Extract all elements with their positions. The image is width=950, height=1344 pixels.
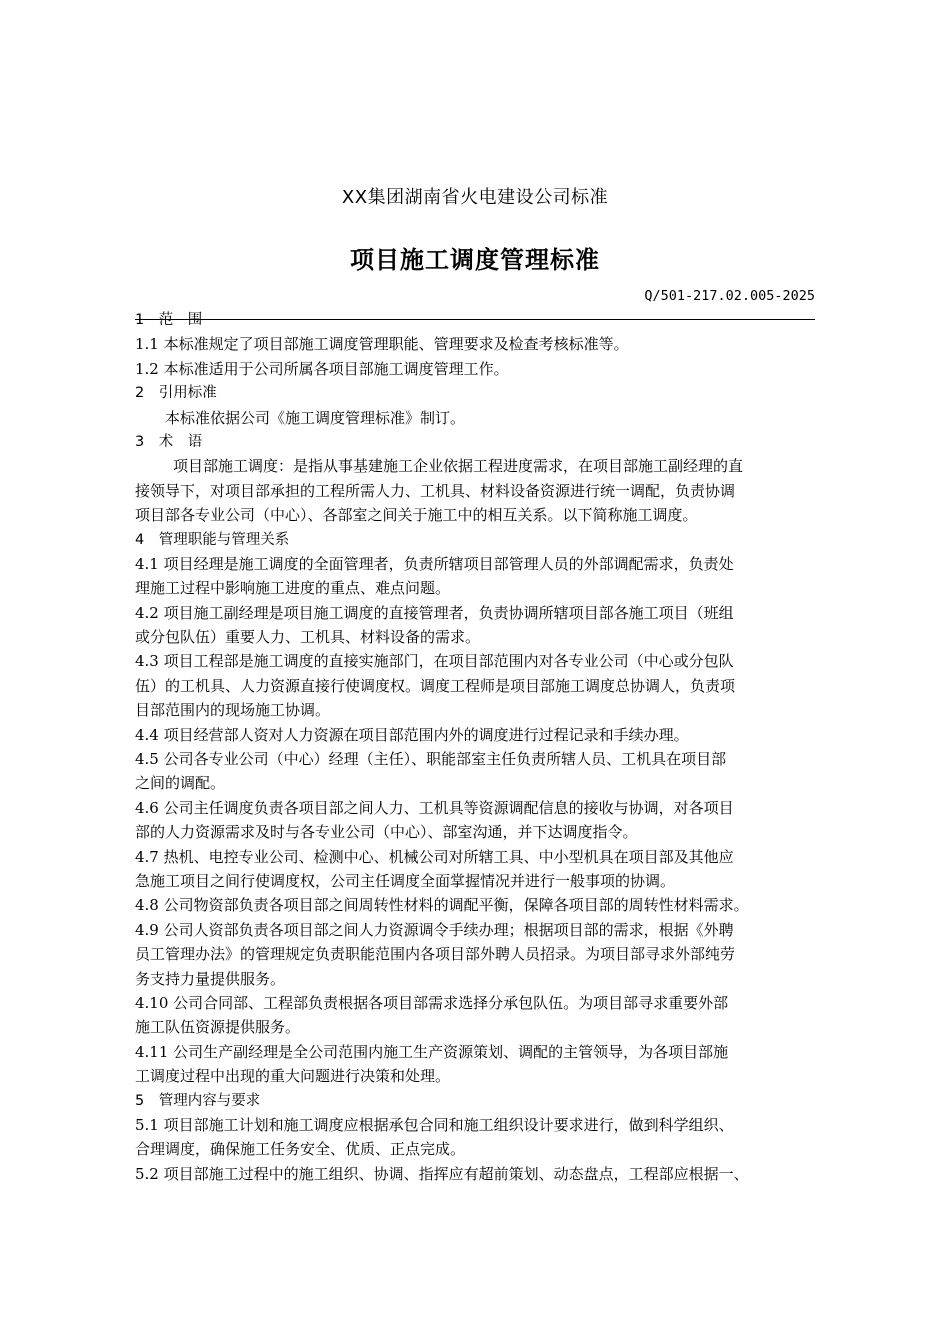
text-line: 工调度过程中出现的重大问题进行决策和处理。 <box>135 1067 451 1086</box>
text-line: 项目部各专业公司（中心）、各部室之间关于施工中的相互关系。以下简称施工调度。 <box>135 506 698 525</box>
text-line: 4.10 公司合同部、工程部负责根据各项目部需求选择分承包队伍。为项目部寻求重要外部 <box>135 993 729 1012</box>
text-line: 4.7 热机、电控专业公司、检测中心、机械公司对所辖工具、中小型机具在项目部及其他应 <box>135 847 734 866</box>
text-line: 4.8 公司物资部负责各项目部之间周转性材料的调配平衡，保障各项目部的周转性材料需求。 <box>135 896 749 915</box>
text-line: 1.1 本标准规定了项目部施工调度管理职能、管理要求及检查考核标准等。 <box>135 335 629 354</box>
text-line: 之间的调配。 <box>135 774 226 793</box>
text-line: 理施工过程中影响施工进度的重点、难点问题。 <box>135 579 451 598</box>
organization-title: XX集团湖南省火电建设公司标准 <box>341 187 609 208</box>
text-line: 4.11 公司生产副经理是全公司范围内施工生产资源策划、调配的主管领导，为各项目部施 <box>135 1042 729 1061</box>
text-line: 2 引用标准 <box>135 385 217 402</box>
text-line: 务支持力量提供服务。 <box>135 969 286 988</box>
text-line: 4.6 公司主任调度负责各项目部之间人力、工机具等资源调配信息的接收与协调，对各项目 <box>135 798 734 817</box>
standard-code: Q/501-217.02.005-2025 <box>644 288 815 304</box>
text-line: 5.1 项目部施工计划和施工调度应根据承包合同和施工组织设计要求进行，做到科学组织、 <box>135 1115 734 1134</box>
text-line: 4.1 项目经理是施工调度的全面管理者，负责所辖项目部管理人员的外部调配需求，负责处 <box>135 554 734 573</box>
text-line: 5.2 项目部施工过程中的施工组织、协调、指挥应有超前策划、动态盘点，工程部应根据一、 <box>135 1164 749 1183</box>
text-line: 接领导下，对项目部承担的工程所需人力、工机具、材料设备资源进行统一调配，负责协调 <box>135 481 736 500</box>
document-body <box>135 308 825 1186</box>
text-line: 目部范围内的现场施工协调。 <box>135 701 331 720</box>
text-line: 部的人力资源需求及时与各专业公司（中心）、部室沟通，并下达调度指令。 <box>135 823 638 842</box>
text-line: 3 术 语 <box>135 433 203 450</box>
text-line: 4.4 项目经营部人资对人力资源在项目部范围内外的调度进行过程记录和手续办理。 <box>135 725 689 744</box>
text-line: 4.3 项目工程部是施工调度的直接实施部门，在项目部范围内对各专业公司（中心或分包队 <box>135 652 734 671</box>
text-line: 或分包队伍）重要人力、工机具、材料设备的需求。 <box>135 628 481 647</box>
text-line: 1 范 围 <box>135 312 203 328</box>
text-line: 4.9 公司人资部负责各项目部之间人力资源调令手续办理；根据项目部的需求，根据《外聘 <box>135 920 734 939</box>
text-line: 4.5 公司各专业公司（中心）经理（主任）、职能部室主任负责所辖人员、工机具在项目部 <box>135 750 727 769</box>
text-line: 急施工项目之间行使调度权，公司主任调度全面掌握情况并进行一般事项的协调。 <box>135 871 676 890</box>
text-line: 合理调度，确保施工任务安全、优质、正点完成。 <box>135 1140 466 1159</box>
text-line: 施工队伍资源提供服务。 <box>135 1018 301 1037</box>
text-line: 项目部施工调度：是指从事基建施工企业依据工程进度需求，在项目部施工副经理的直 <box>173 457 744 476</box>
document-title: 项目施工调度管理标准 <box>350 246 600 274</box>
text-line: 4.2 项目施工副经理是项目施工调度的直接管理者，负责协调所辖项目部各施工项目（班组 <box>135 603 734 622</box>
text-line: 1.2 本标准适用于公司所属各项目部施工调度管理工作。 <box>135 359 509 378</box>
text-line: 4 管理职能与管理关系 <box>135 531 290 548</box>
text-line: 伍）的工机具、人力资源直接行使调度权。调度工程师是项目部施工调度总协调人，负责项 <box>135 676 736 695</box>
text-line: 5 管理内容与要求 <box>135 1092 261 1109</box>
text-line: 本标准依据公司《施工调度管理标准》制订。 <box>165 408 466 427</box>
text-line: 员工管理办法》的管理规定负责职能范围内各项目部外聘人员招录。为项目部寻求外部纯劳 <box>135 945 736 964</box>
